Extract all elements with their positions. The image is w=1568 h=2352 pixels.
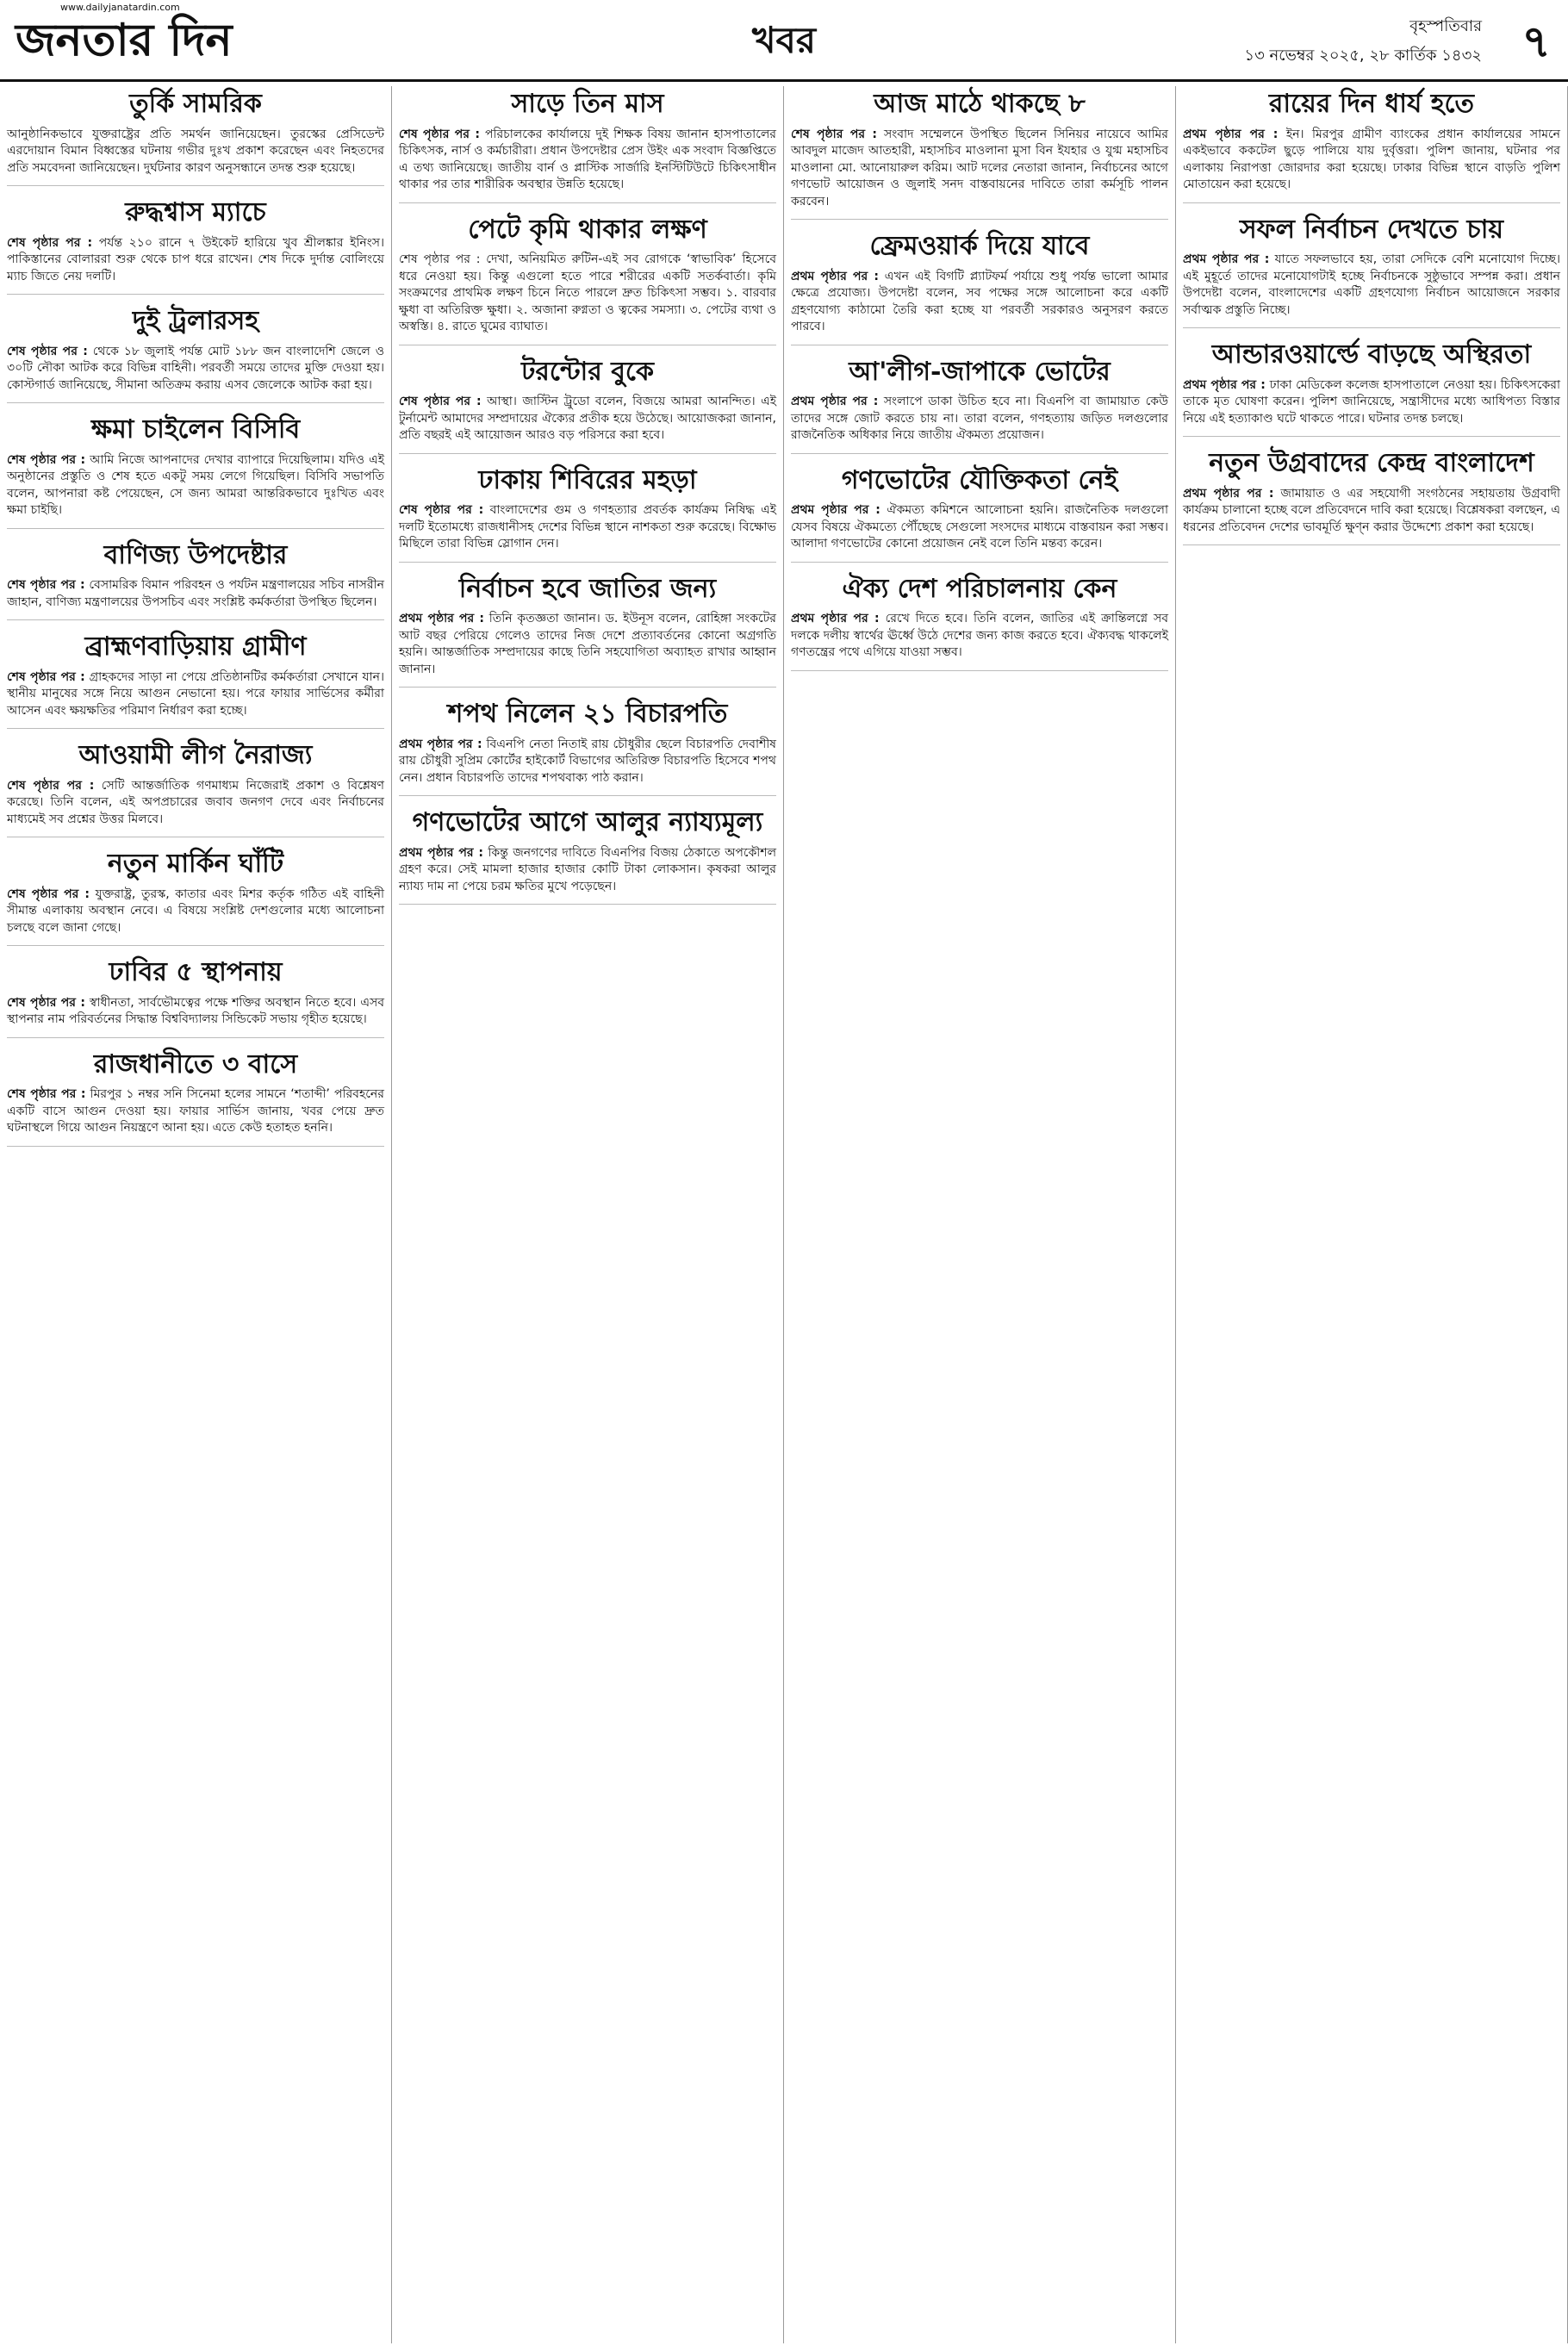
story-continuation-label: প্রথম পৃষ্ঠার পর : xyxy=(1183,252,1270,266)
date-line: ১৩ নভেম্বর ২০২৫, ২৮ কার্তিক ১৪৩২ xyxy=(1244,47,1482,65)
news-column-4 xyxy=(1176,86,1568,2343)
story-text: আনুষ্ঠানিকভাবে যুক্তরাষ্ট্রের প্রতি সমর্থন জানিয়েছেন। তুরস্কের প্রেসিডেন্ট এরদোয়ান বিমান বিধ্বস্তের ঘটনায় গভীর দুঃখ প্রকাশ করেছেন এবং নিহতদের প্রতি সমবেদনা জানিয়েছেন। দুর্ঘটনার কারণ অনুসন্ধানে তদন্ত শুরু হয়েছে। xyxy=(7,127,384,175)
story-headline: নতুন উগ্রবাদের কেন্দ্র বাংলাদেশ xyxy=(1209,448,1534,478)
story-text: বেসামরিক বিমান পরিবহন ও পর্যটন মন্ত্রণালয়ের সচিব নাসরীন জাহান, বাণিজ্য মন্ত্রণালয়ের উপসচিব এবং সংশ্লিষ্ট কর্মকর্তারা উপস্থিত ছিলেন। xyxy=(7,578,384,609)
story-headline: ঢাবির ৫ স্থাপনায় xyxy=(109,957,283,987)
story-text: আস্থা। জাস্টিন ট্রুডো বলেন, বিজয়ে আমরা আনন্দিত। এই টুর্নামেন্ট আমাদের সম্প্রদায়ের ঐক্যের প্রতীক হয়ে উঠেছে। আয়োজকরা জানান, প্রতি বছরই এই আয়োজন আরও বড় পরিসরে করা হবে। xyxy=(399,395,777,442)
story-continuation-label: শেষ পৃষ্ঠার পর : xyxy=(399,395,482,408)
story-text: ঢাকা মেডিকেল কলেজ হাসপাতালে নেওয়া হয়। চিকিৎসকেরা তাকে মৃত ঘোষণা করেন। পুলিশ জানিয়েছে, সন্ত্রাসীদের মধ্যে আধিপত্য বিস্তার নিয়ে এই হত্যাকাণ্ড ঘটে থাকতে পারে। ঘটনার তদন্ত চলছে। xyxy=(1183,377,1560,426)
news-column-3 xyxy=(784,86,1176,2343)
story-text: স্বাধীনতা, সার্বভৌমত্বের পক্ষে শক্তির অবস্থান নিতে হবে। এসব স্থাপনার নাম পরিবর্তনের সিদ্ধান্ত বিশ্ববিদ্যালয় সিন্ডিকেট সভায় গৃহীত হয়েছে। xyxy=(7,995,385,1026)
story-body xyxy=(791,127,1168,211)
story-continuation-label: শেষ পৃষ্ঠার পর : xyxy=(791,127,877,141)
story-text: কিন্তু জনগণের দাবিতে বিএনপির বিজয় ঠেকাতে অপকৌশল গ্রহণ করে। সেই মামলা হাজার হাজার কোটি টাকা লোকসান। কৃষকরা আলুর ন্যায্য দাম না পেয়ে চরম ক্ষতির মুখে পড়েছেন। xyxy=(399,845,777,893)
story-body xyxy=(7,669,384,720)
story-text: পরিচালকের কার্যালয়ে দুই শিক্ষক বিষয় জানান হাসপাতালের চিকিৎসক, নার্স ও কর্মচারীরা। প্রধান উপদেষ্টার প্রেস উইং এক সংবাদ বিজ্ঞপ্তিতে এ তথ্য জানিয়েছে। জাতীয় বার্ন ও প্লাস্টিক সার্জারি ইনস্টিটিউটে চিকিৎসাধীন থাকার পর তার শারীরিক অবস্থার উন্নতি হয়েছে। xyxy=(399,127,777,191)
story-text: মিরপুর ১ নম্বর সনি সিনেমা হলের সামনে ‘শতাব্দী’ পরিবহনের একটি বাসে আগুন দেওয়া হয়। ফায়ার সার্ভিস জানায়, খবর পেয়ে দ্রুত ঘটনাস্থলে গিয়ে আগুন নিয়ন্ত্রণে আনা হয়। এতে কেউ হতাহত হননি। xyxy=(7,1087,384,1135)
story-body xyxy=(1183,486,1560,537)
news-story xyxy=(1183,90,1560,203)
story-continuation-label: শেষ পৃষ্ঠার পর : xyxy=(7,235,93,250)
news-story xyxy=(7,741,384,837)
story-continuation-label: শেষ পৃষ্ঠার পর : xyxy=(7,1087,86,1101)
story-continuation-label: প্রথম পৃষ্ঠার পর : xyxy=(791,395,879,408)
story-headline: পেটে কৃমি থাকার লক্ষণ xyxy=(468,214,707,245)
story-body xyxy=(791,394,1168,445)
story-headline: তুর্কি সামরিক xyxy=(129,89,262,119)
story-body xyxy=(7,127,384,177)
story-text: সংলাপে ডাকা উচিত হবে না। বিএনপি বা জামায়াত কেউ তাদের সঙ্গে জোট করতে চায় না। তারা বলেন, গণহত্যায় জড়িত দলগুলোর রাজনৈতিক অধিকার নিয়ে জাতীয় ঐকমত্য প্রয়োজন। xyxy=(791,395,1168,442)
story-text: ঐকমত্য কমিশনে আলোচনা হয়নি। রাজনৈতিক দলগুলো যেসব বিষয়ে ঐকমত্যে পৌঁছেছে সেগুলো সংসদের মাধ্যমে বাস্তবায়ন করা সম্ভব। আলাদা গণভোটের কোনো প্রয়োজন নেই বলে তিনি মন্তব্য করেন। xyxy=(791,503,1168,551)
story-body xyxy=(7,235,384,286)
story-headline: আওয়ামী লীগ নৈরাজ্য xyxy=(78,740,313,770)
story-headline: দুই ট্রলারসহ xyxy=(132,306,259,336)
news-story xyxy=(399,466,776,563)
story-headline: ফ্রেমওয়ার্ক দিয়ে যাবে xyxy=(869,231,1090,261)
story-headline: রুদ্ধশ্বাস ম্যাচে xyxy=(125,197,266,227)
news-story xyxy=(791,232,1168,345)
story-continuation-label: প্রথম পৃষ্ঠার পর : xyxy=(791,612,880,625)
story-body xyxy=(791,502,1168,553)
story-continuation-label: শেষ পৃষ্ঠার পর : xyxy=(399,127,480,141)
story-headline: সফল নির্বাচন দেখতে চায় xyxy=(1239,214,1504,245)
story-headline: আন্ডারওয়ার্ল্ডে বাড়ছে অস্থিরতা xyxy=(1211,339,1532,370)
news-story xyxy=(7,198,384,295)
story-body xyxy=(1183,252,1560,319)
story-headline: ঢাকায় শিবিরের মহড়া xyxy=(478,464,697,495)
news-story xyxy=(7,415,384,529)
news-column-1 xyxy=(0,86,392,2343)
story-text: আমি নিজে আপনাদের দেখার ব্যাপারে দিয়েছিলাম। যদিও এই অনুষ্ঠানের প্রস্তুতি ও শেষ হতে একটু সময় লেগে গিয়েছিল। বিসিবি সভাপতি বলেন, আপনারা কষ্ট পেয়েছেন, সে জন্য আমরা আন্তরিকভাবে দুঃখিত এবং ক্ষমা চাইছি। xyxy=(7,452,385,517)
story-headline: গণভোটের যৌক্তিকতা নেই xyxy=(841,464,1118,495)
story-headline: রায়ের দিন ধার্য হতে xyxy=(1268,89,1475,119)
story-text: সেটি আন্তর্জাতিক গণমাধ্যম নিজেরাই প্রকাশ ও বিশ্লেষণ করেছে। তিনি বলেন, এই অপপ্রচারের জবাব জনগণ দেবে এবং নির্বাচনের মাধ্যমেই সব প্রশ্নের উত্তর মিলবে। xyxy=(7,778,385,826)
story-text: বিএনপি নেতা নিতাই রায় চৌধুরীর ছেলে বিচারপতি দেবাশীষ রায় চৌধুরী সুপ্রিম কোর্টের হাইকোর্ট বিভাগের অতিরিক্ত বিচারপতি হিসেবে শপথ নেন। প্রধান বিচারপতি তাদের শপথবাক্য পাঠ করান। xyxy=(399,737,777,785)
story-body xyxy=(399,394,776,445)
story-continuation-label: প্রথম পৃষ্ঠার পর : xyxy=(1183,486,1274,501)
story-headline: ব্রাহ্মণবাড়িয়ায় গ্রামীণ xyxy=(84,632,307,662)
story-text: শেষ পৃষ্ঠার পর : দেখা, অনিয়মিত রুটিন-এই সব রোগকে ‘স্বাভাবিক’ হিসেবে ধরে নেওয়া হয়। কিন্তু এগুলো হতে পারে শরীরের একটি সতর্কবার্তা। কৃমি সংক্রমণের প্রাথমিক লক্ষণ চিনে নিতে পারলে দ্রুত চিকিৎসা সম্ভব। ১. বারবার ক্ষুধা বা অতিরিক্ত ক্ষুধা। ২. অজানা রুগ্নতা ও ত্বকের সমস্যা। ৩. পেটের ব্যথা ও অস্বস্তি। ৪. রাতে ঘুমের ব্যাঘাত। xyxy=(399,252,776,333)
story-continuation-label: প্রথম পৃষ্ঠার পর : xyxy=(1183,127,1279,141)
story-continuation-label: শেষ পৃষ্ঠার পর : xyxy=(7,778,95,793)
story-text: পর্যন্ত ২১০ রানে ৭ উইকেট হারিয়ে খুব শ্রীলঙ্কার ইনিংস। পাকিস্তানের বোলাররা শুরু থেকে চাপ ধরে রাখেন। শেষ দিকে দুর্দান্ত বোলিংয়ে ম্যাচ জিতে নেয় দলটি। xyxy=(7,235,384,283)
news-story xyxy=(7,632,384,729)
story-body xyxy=(1183,127,1560,194)
news-story xyxy=(399,358,776,454)
site-url: www.dailyjanatardin.com xyxy=(60,2,180,13)
story-text: তিনি কৃতজ্ঞতা জানান। ড. ইউনূস বলেন, রোহিঙ্গা সংকটের আট বছর পেরিয়ে গেলেও তাদের নিজ দেশে প্রত্যাবর্তনের কোনো অগ্রগতি হয়নি। আন্তর্জাতিক সম্প্রদায়ের কাছে তিনি সহযোগিতা অব্যাহত রাখার আহ্বান জানান। xyxy=(399,612,776,676)
news-story xyxy=(791,466,1168,563)
story-headline: টরন্টোর বুকে xyxy=(521,356,654,387)
weekday: বৃহস্পতিবার xyxy=(1409,17,1482,35)
section-title: খবর xyxy=(751,19,817,61)
story-headline: আ'লীগ-জাপাকে ভোটের xyxy=(849,356,1111,387)
story-body xyxy=(399,502,776,553)
news-story xyxy=(399,575,776,688)
news-story xyxy=(399,215,776,345)
news-story xyxy=(791,90,1168,220)
story-body xyxy=(7,887,384,937)
news-story xyxy=(7,541,384,621)
news-story xyxy=(1183,449,1560,545)
story-headline: নির্বাচন হবে জাতির জন্য xyxy=(458,573,717,604)
story-continuation-label: শেষ পৃষ্ঠার পর : xyxy=(7,578,85,592)
story-body xyxy=(7,1086,384,1137)
news-story xyxy=(7,307,384,403)
story-body xyxy=(7,778,384,829)
story-continuation-label: শেষ পৃষ্ঠার পর : xyxy=(7,344,88,358)
story-text: থেকে ১৮ জুলাই পর্যন্ত মোট ১৮৮ জন বাংলাদেশি জেলে ও ৩০টি নৌকা আটক করে বিভিন্ন বাহিনী। পরবর্তী সময়ে তাদের মুক্তি দেওয়া হয়। কোস্টগার্ড জানিয়েছে, সীমানা অতিক্রম করায় এসব জেলেকে আটক করা হয়। xyxy=(7,344,385,392)
story-body xyxy=(399,252,776,336)
story-headline: সাড়ে তিন মাস xyxy=(511,89,664,119)
story-text: বাংলাদেশের গুম ও গণহত্যার প্রবর্তক কার্যক্রম নিষিদ্ধ এই দলটি ইতোমধ্যে রাজধানীসহ দেশের বিভিন্ন স্থানে নাশকতা শুরু করেছে। বিক্ষোভ মিছিলে তারা বিভিন্ন স্লোগান দেন। xyxy=(399,503,777,551)
story-body xyxy=(7,344,384,395)
story-headline: নতুন মার্কিন ঘাঁটি xyxy=(107,849,284,879)
story-body xyxy=(1183,377,1560,428)
story-text: গ্রাহকদের সাড়া না পেয়ে প্রতিষ্ঠানটির কর্মকর্তারা সেখানে যান। স্থানীয় মানুষের সঙ্গে নিয়ে আগুন নেভানো হয়। পরে ফায়ার সার্ভিসের কর্মীরা আসেন এবং ক্ষয়ক্ষতির পরিমাণ নির্ধারণ করা হচ্ছে। xyxy=(7,669,384,718)
story-text: সংবাদ সম্মেলনে উপস্থিত ছিলেন সিনিয়র নায়েবে আমির আবদুল মাজেদ আতহারী, মহাসচিব মাওলানা মুসা বিন ইযহার ও যুগ্ম মহাসচিব মাওলানা মো. আনোয়ারুল করিম। আট দলের নেতারা জানান, নির্বাচনের আগে গণভোট আয়োজন ও জুলাই সনদ বাস্তবায়নের দাবিতে তারা কর্মসূচি পালন করবেন। xyxy=(791,127,1168,208)
story-text: রেখে দিতে হবে। তিনি বলেন, জাতির এই ক্রান্তিলগ্নে সব দলকে দলীয় স্বার্থের ঊর্ধ্বে উঠে দেশের জন্য কাজ করতে হবে। ঐক্যবদ্ধ থাকলেই গণতন্ত্রের পথে এগিয়ে যাওয়া সম্ভব। xyxy=(791,612,1168,659)
story-text: এখন এই বিগটি প্ল্যাটফর্ম পর্যায়ে শুধু পর্যন্ত ভালো আমার ক্ষেত্রে প্রযোজ্য। উপদেষ্টা বলেন, সব পক্ষের সঙ্গে আলোচনা করে একটি গ্রহণযোগ্য কাঠামো তৈরি করা হচ্ছে যা পরবর্তী সরকারও অনুসরণ করতে পারবে। xyxy=(791,269,1168,333)
story-continuation-label: শেষ পৃষ্ঠার পর : xyxy=(7,887,90,901)
story-continuation-label: শেষ পৃষ্ঠার পর : xyxy=(7,452,86,467)
story-body xyxy=(399,611,776,678)
news-story xyxy=(791,358,1168,454)
story-headline: শপথ নিলেন ২১ বিচারপতি xyxy=(447,699,728,729)
story-headline: বাণিজ্য উপদেষ্টার xyxy=(103,539,288,570)
story-body xyxy=(7,452,384,520)
story-text: ইন। মিরপুর গ্রামীণ ব্যাংকের প্রধান কার্যালয়ের সামনে একইভাবে ককটেল ছুড়ে পালিয়ে যায় দুর্বৃত্তরা। পুলিশ জানায়, ঘটনার পর এলাকায় নিরাপত্তা জোরদার করা হয়েছে। ঢাকার বিভিন্ন স্থানে বাড়তি পুলিশ মোতায়েন করা হয়েছে। xyxy=(1183,127,1560,191)
news-story xyxy=(399,90,776,203)
story-text: জামায়াত ও এর সহযোগী সংগঠনের সহায়তায় উগ্রবাদী কার্যক্রম চালানো হচ্ছে বলে প্রতিবেদনে দাবি করা হয়েছে। বিশ্লেষকরা বলছেন, এ ধরনের প্রতিবেদন দেশের ভাবমূর্তি ক্ষুণ্ন করার উদ্দেশ্যে প্রকাশ করা হয়েছে। xyxy=(1183,486,1560,534)
story-body xyxy=(7,577,384,611)
story-continuation-label: প্রথম পৃষ্ঠার পর : xyxy=(399,737,482,751)
story-continuation-label: প্রথম পৃষ্ঠার পর : xyxy=(791,269,880,283)
story-body xyxy=(399,127,776,194)
story-body xyxy=(791,611,1168,662)
story-continuation-label: শেষ পৃষ্ঠার পর : xyxy=(7,669,85,684)
story-body xyxy=(7,995,384,1029)
news-story xyxy=(7,90,384,186)
story-continuation-label: শেষ পৃষ্ঠার পর : xyxy=(399,503,484,517)
story-body xyxy=(399,737,776,787)
story-headline: ঐক্য দেশ পরিচালনায় কেন xyxy=(842,573,1117,604)
news-story xyxy=(1183,340,1560,437)
news-story xyxy=(399,808,776,905)
story-text: যুক্তরাষ্ট্র, তুরস্ক, কাতার এবং মিশর কর্তৃক গঠিত এই বাহিনী সীমান্ত এলাকায় অবস্থান নেবে। এ বিষয়ে সংশ্লিষ্ট দেশগুলোর মধ্যে আলোচনা চলছে বলে জানা গেছে। xyxy=(7,887,385,935)
news-column-2 xyxy=(392,86,784,2343)
masthead xyxy=(0,0,1568,82)
story-continuation-label: প্রথম পৃষ্ঠার পর : xyxy=(399,612,485,625)
story-continuation-label: প্রথম পৃষ্ঠার পর : xyxy=(399,845,483,860)
story-headline: গণভোটের আগে আলুর ন্যায্যমূল্য xyxy=(412,807,763,837)
story-text: যাতে সফলভাবে হয়, তারা সেদিকে বেশি মনোযোগ দিচ্ছে। এই মুহূর্তে তাদের মনোযোগটাই হচ্ছে নির্বাচনকে সুষ্ঠুভাবে সম্পন্ন করা। প্রধান উপদেষ্টা বলেন, বাংলাদেশের একটি গ্রহণযোগ্য নির্বাচন আয়োজনে সরকার সর্বাত্মক প্রস্তুতি নিচ্ছে। xyxy=(1183,252,1560,317)
news-story xyxy=(1183,215,1560,329)
svg-text:জনতার দিন: জনতার দিন xyxy=(16,14,233,66)
story-body xyxy=(399,845,776,896)
story-body xyxy=(791,269,1168,336)
story-continuation-label: প্রথম পৃষ্ঠার পর : xyxy=(1183,377,1266,392)
story-headline: রাজধানীতে ৩ বাসে xyxy=(93,1048,298,1080)
story-headline: আজ মাঠে থাকছে ৮ xyxy=(874,89,1086,119)
news-story xyxy=(791,575,1168,671)
story-continuation-label: শেষ পৃষ্ঠার পর : xyxy=(7,995,85,1010)
news-story xyxy=(7,958,384,1038)
news-story xyxy=(7,849,384,946)
news-story xyxy=(399,700,776,796)
date-block xyxy=(1244,12,1482,71)
story-continuation-label: প্রথম পৃষ্ঠার পর : xyxy=(791,503,880,517)
story-headline: ক্ষমা চাইলেন বিসিবি xyxy=(90,414,301,445)
news-story xyxy=(7,1050,384,1147)
page-number: ৭ xyxy=(1521,16,1551,68)
